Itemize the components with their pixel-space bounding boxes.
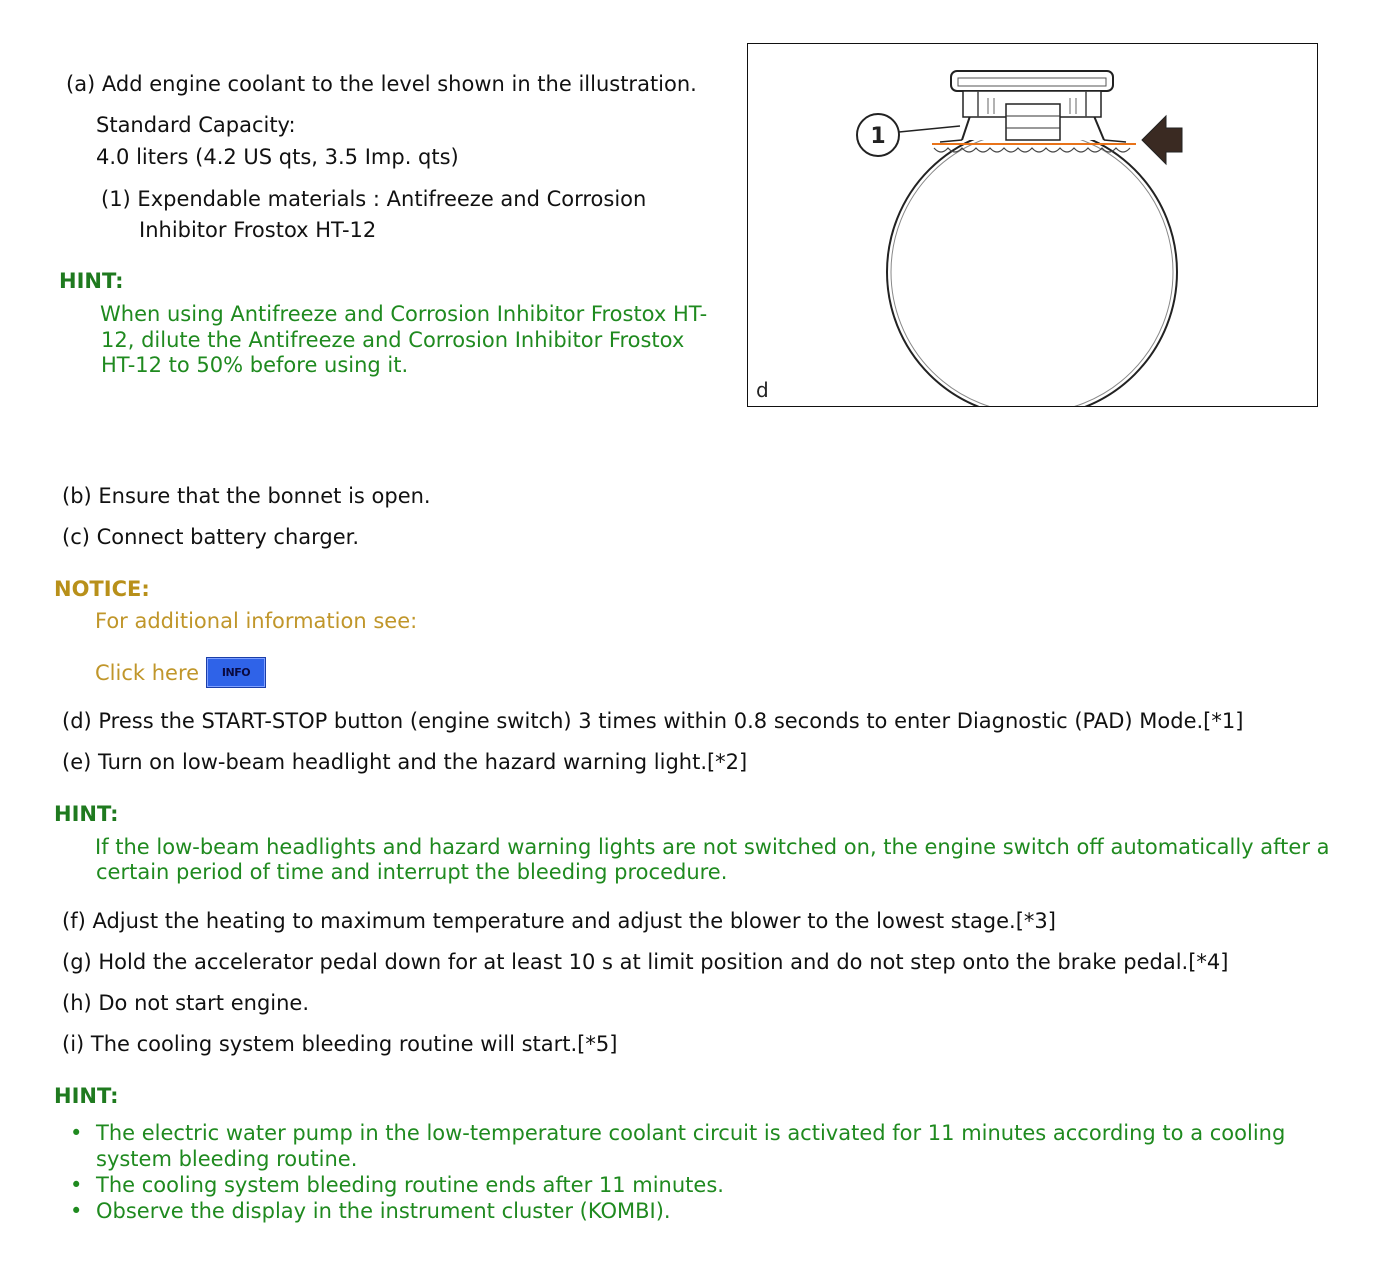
notice-label: NOTICE: — [54, 577, 150, 601]
hint-3-bullet-3 — [66, 1198, 1326, 1224]
step-e-text: (e) Turn on low-beam headlight and the hazard warning light.[*2] — [62, 750, 748, 774]
click-here-link[interactable]: Click here — [95, 661, 200, 685]
hint-3-bullet-2-text: The cooling system bleeding routine ends after 11 minutes. — [96, 1173, 724, 1197]
coolant-reservoir-illustration — [747, 43, 1318, 407]
hint-2-line1: If the low-beam headlights and hazard warning lights are not switched on, the engine switch off automatically after a — [95, 835, 1330, 859]
hint-3-bullet-1-line2: system bleeding routine. — [96, 1147, 358, 1171]
hint-3-bullet-2 — [66, 1172, 1326, 1198]
reservoir-cap — [951, 71, 1113, 91]
bullet-icon: • — [70, 1199, 83, 1223]
hint-1-line2: 12, dilute the Antifreeze and Corrosion Inhibitor Frostox — [101, 328, 685, 352]
bullet-icon: • — [70, 1121, 83, 1145]
hint-3-bullet-1-line1: The electric water pump in the low-temperature coolant circuit is activated for 11 minutes according to a cooling — [96, 1121, 1286, 1145]
expendable-materials-line1: (1) Expendable materials : Antifreeze and Corrosion — [101, 187, 647, 211]
hint-label-2: HINT: — [54, 802, 119, 826]
hint-3-bullet-1 — [66, 1120, 1326, 1172]
left-arrow-icon — [1142, 116, 1182, 164]
step-h-text: (h) Do not start engine. — [62, 991, 310, 1015]
coolant-reservoir-drawing — [748, 44, 1317, 406]
hint-label-1: HINT: — [59, 269, 124, 293]
hint-2-line2: certain period of time and interrupt the bleeding procedure. — [96, 860, 728, 884]
figure-corner-letter: d — [756, 378, 769, 402]
hint-1-line3: HT-12 to 50% before using it. — [101, 353, 409, 377]
hint-3-bullet-3-text: Observe the display in the instrument cluster (KOMBI). — [96, 1199, 671, 1223]
step-g-text: (g) Hold the accelerator pedal down for at least 10 s at limit position and do not step onto the brake pedal.[*4] — [62, 950, 1229, 974]
standard-capacity-value: 4.0 liters (4.2 US qts, 3.5 Imp. qts) — [96, 145, 459, 169]
step-d-text: (d) Press the START-STOP button (engine switch) 3 times within 0.8 seconds to enter Diagnostic (PAD) Mode.[*1] — [62, 709, 1244, 733]
step-b-text: (b) Ensure that the bonnet is open. — [62, 484, 431, 508]
step-c-text: (c) Connect battery charger. — [62, 525, 360, 549]
callout-number: 1 — [870, 124, 886, 149]
step-i-text: (i) The cooling system bleeding routine will start.[*5] — [62, 1032, 618, 1056]
bullet-icon: • — [70, 1173, 83, 1197]
expendable-materials-line2: Inhibitor Frostox HT-12 — [139, 218, 377, 242]
step-a-text: (a) Add engine coolant to the level shown in the illustration. — [66, 72, 697, 96]
step-f-text: (f) Adjust the heating to maximum temperature and adjust the blower to the lowest stage.[*3] — [62, 909, 1056, 933]
info-button[interactable]: INFO — [206, 657, 266, 688]
hint-3-bullet-list — [66, 1120, 1326, 1224]
hint-label-3: HINT: — [54, 1084, 119, 1108]
standard-capacity-label: Standard Capacity: — [96, 113, 296, 137]
hint-1-line1: When using Antifreeze and Corrosion Inhibitor Frostox HT- — [100, 302, 708, 326]
reservoir-tank-outline — [887, 127, 1177, 406]
reservoir-tank-inner-outline — [891, 131, 1173, 406]
notice-text: For additional information see: — [95, 609, 418, 633]
